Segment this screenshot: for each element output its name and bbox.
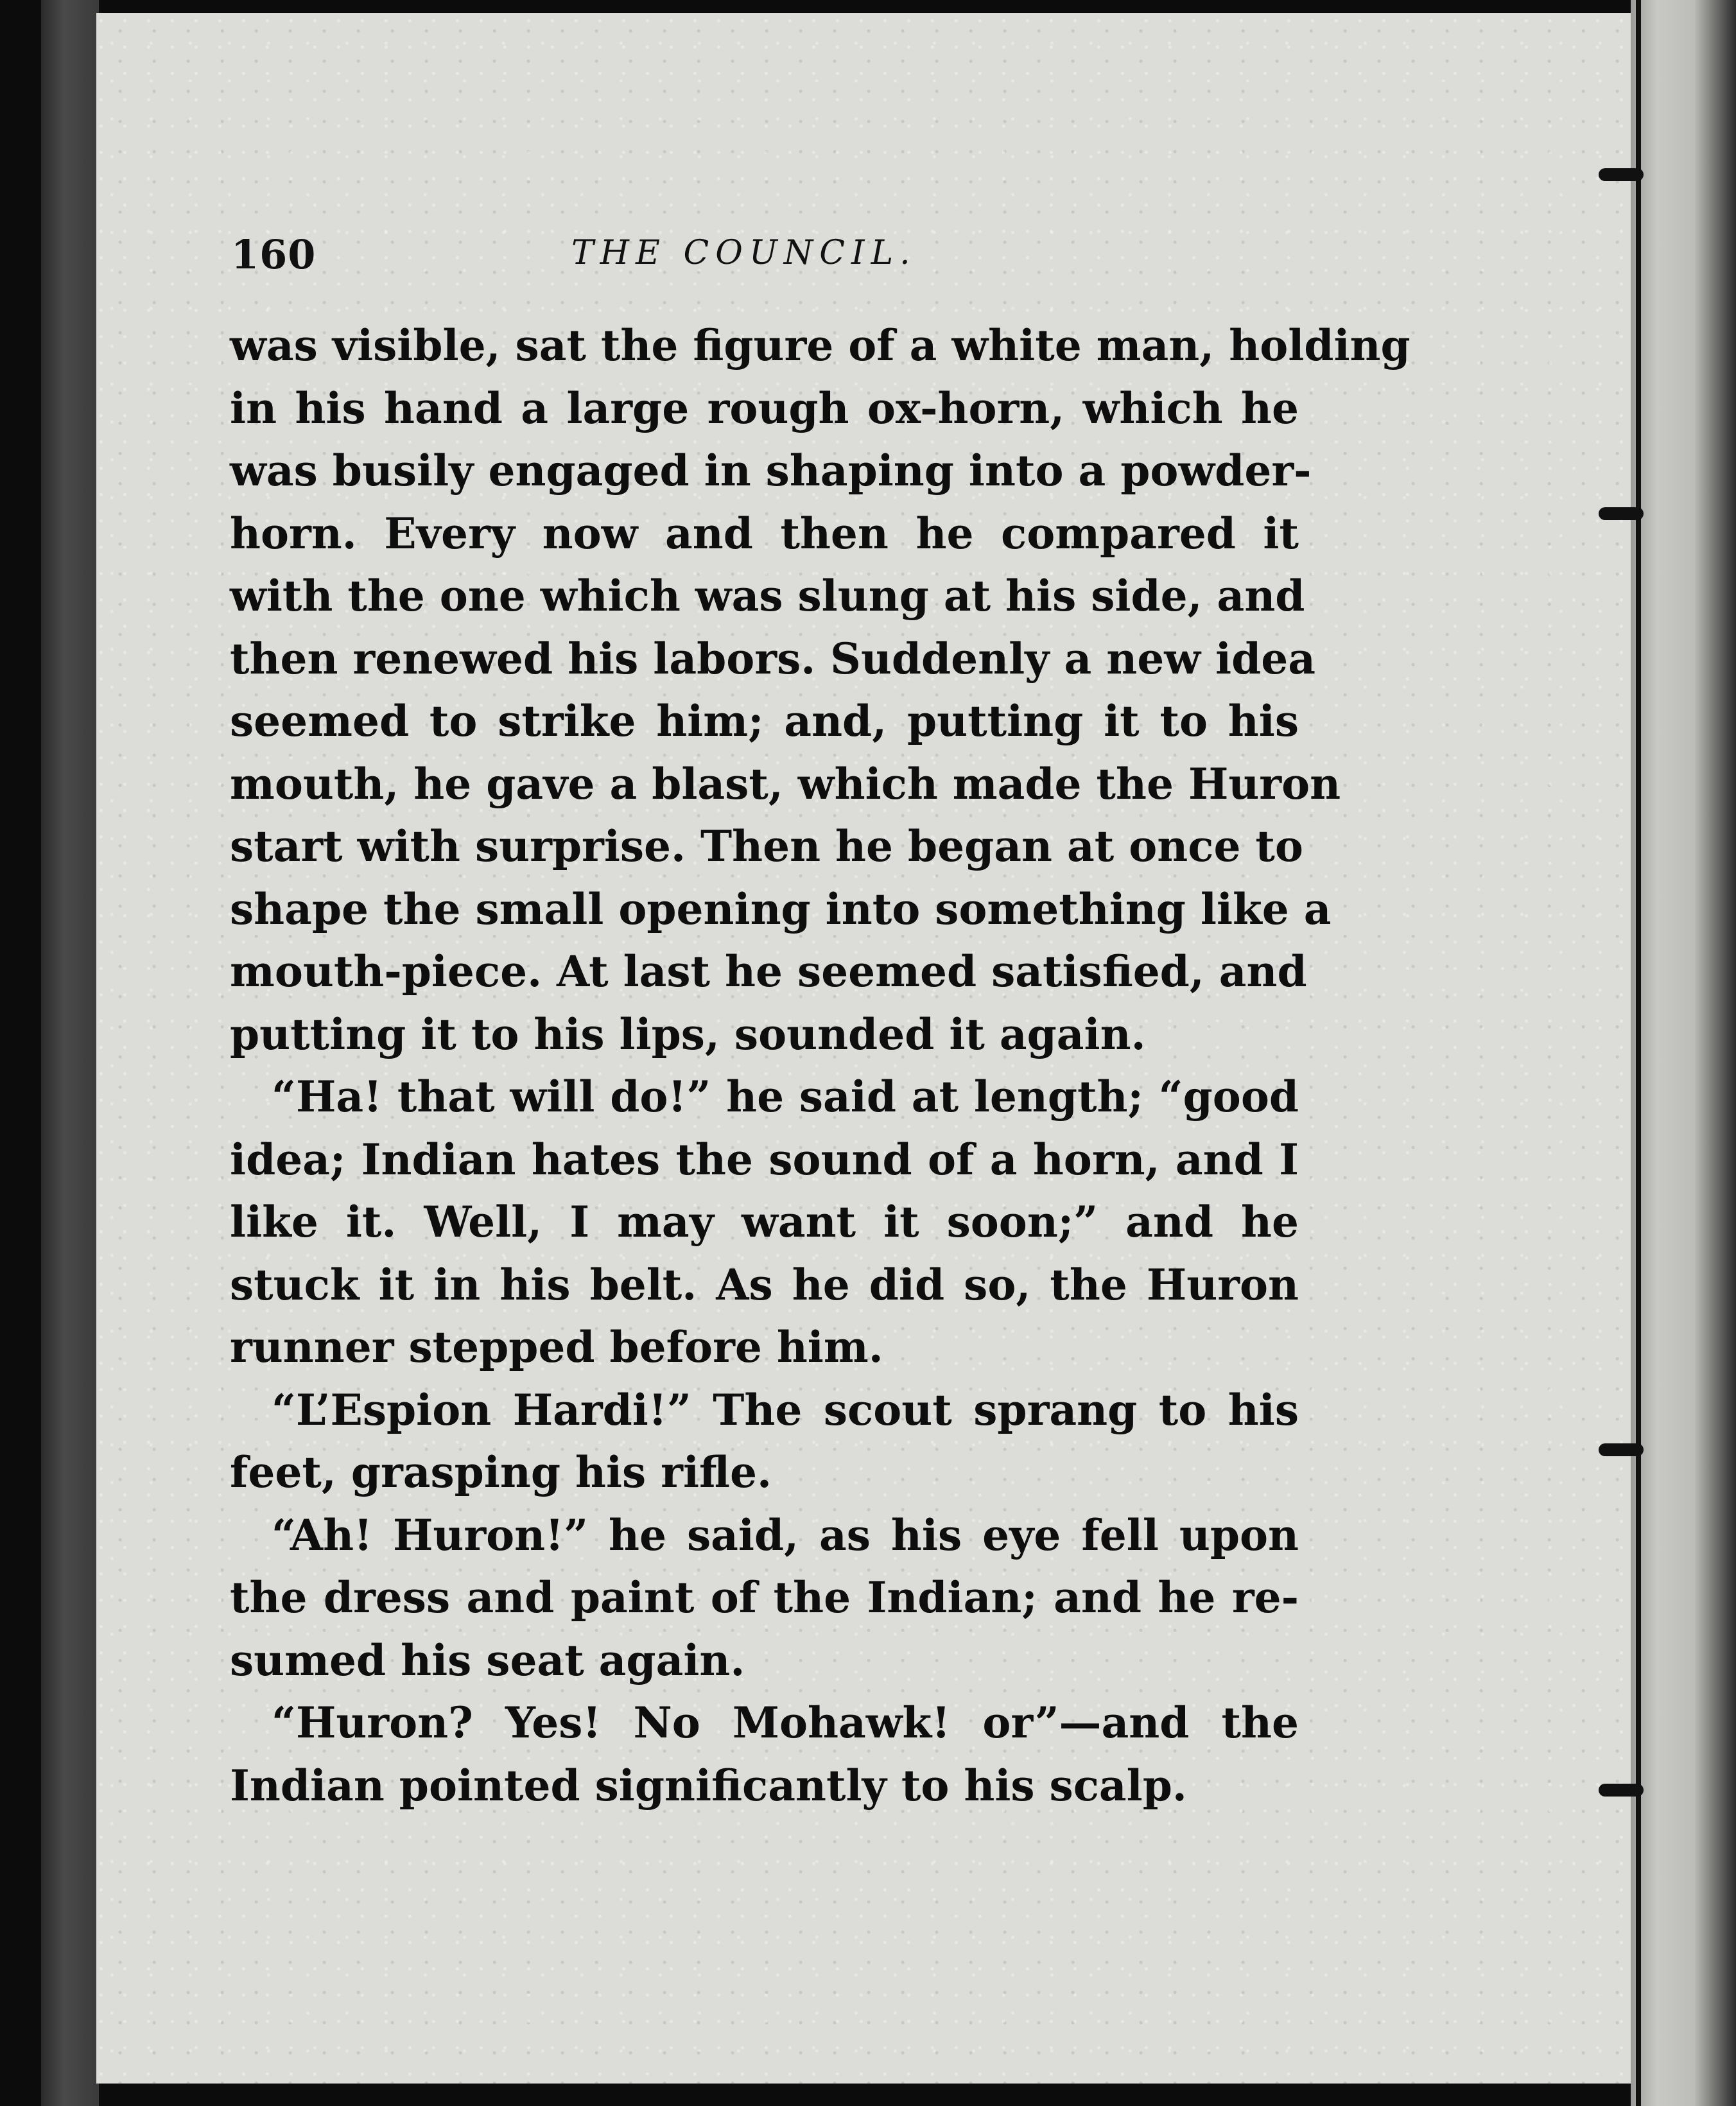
text-line: sumed his seat again. [230,1635,745,1685]
text-line: start with surprise. Then he began at once to [230,821,1303,871]
text-line: runner stepped before him. [230,1322,883,1372]
text-line: seemed to strike him; and, putting it to his [230,696,1299,746]
text-line: mouth, he gave a blast, which made the Huron [230,758,1341,809]
body-text [230,315,1410,1817]
page-number: 160 [231,231,317,278]
text-line: was busily engaged in shaping into a powder- [230,446,1312,496]
text-line: horn. Every now and then he compared it [230,508,1299,559]
text-line: “Ha! that will do!” he said at length; “good [272,1072,1299,1122]
text-line: feet, grasping his rifle. [230,1447,772,1497]
text-line: “Ah! Huron!” he said, as his eye fell upon [272,1510,1299,1560]
binding-stitch [1599,168,1644,181]
text-line: idea; Indian hates the sound of a horn, and I [230,1134,1299,1185]
running-head [231,231,1303,276]
page-spine-shadow [41,0,99,2106]
binding-stitch [1599,1784,1644,1797]
binding-stitch [1599,507,1644,520]
text-line: like it. Well, I may want it soon;” and he [230,1197,1299,1247]
chapter-title: THE COUNCIL. [571,234,917,272]
text-line: putting it to his lips, sounded it again. [230,1009,1146,1059]
text-line: stuck it in his belt. As he did so, the Huron [230,1259,1299,1310]
text-line: “L’Espion Hardi!” The scout sprang to his [272,1384,1299,1435]
binding-stitch [1599,1443,1644,1456]
text-line: then renewed his labors. Suddenly a new idea [230,633,1315,684]
text-line: the dress and paint of the Indian; and he re- [230,1572,1299,1623]
text-line: shape the small opening into something like a [230,883,1332,934]
text-line: in his hand a large rough ox-horn, which he [230,383,1299,433]
text-line: was visible, sat the figure of a white man, holding [230,320,1410,370]
text-line: mouth-piece. At last he seemed satisfied, and [230,946,1307,996]
text-line: Indian pointed significantly to his scalp. [230,1760,1187,1811]
facing-page-edge [1631,0,1736,2106]
text-line: with the one which was slung at his side, and [230,571,1305,621]
text-line: “Huron? Yes! No Mohawk! or”—and the [272,1698,1299,1748]
